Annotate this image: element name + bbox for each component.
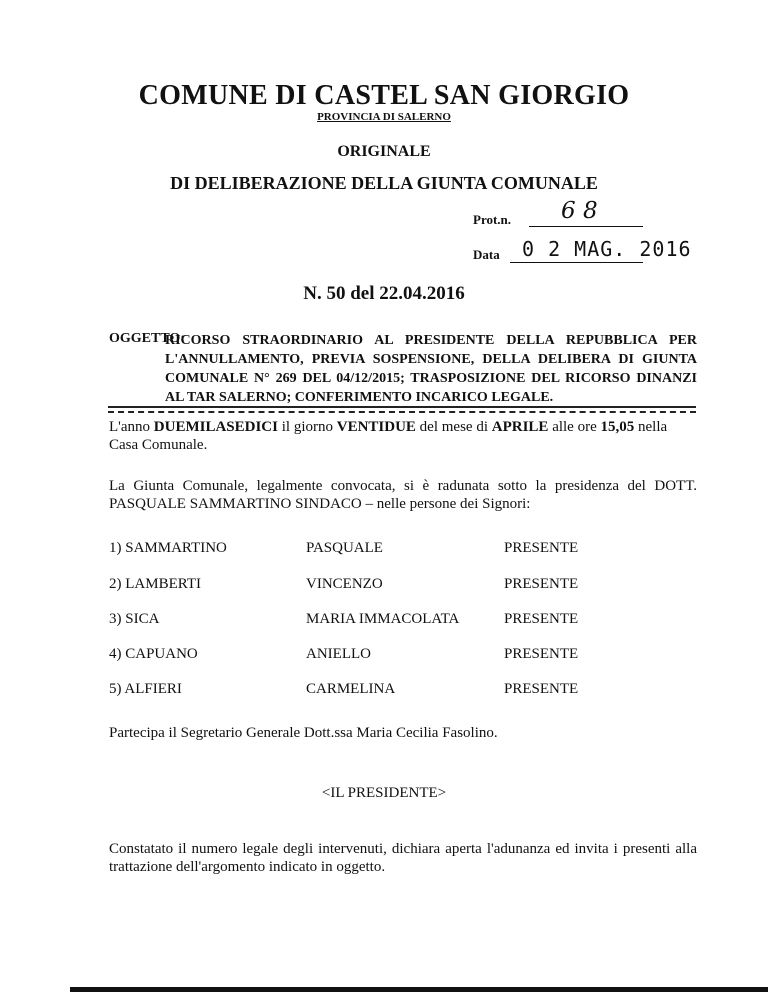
subject-text: RICORSO STRAORDINARIO AL PRESIDENTE DELLA REPUBBLICA PER L'ANNULLAMENTO, PREVIA SOSPENSIONE, DELLA DELIBERA DI GIUNTA COMUNALE N° 269 DEL 04/12/2015; TRASPOSIZIONE DEL RICORSO DINANZI AL TAR SALERNO; CONFERIMENTO INCARICO LEGALE.	[165, 333, 697, 405]
protocol-number-handwritten: 6 8	[561, 198, 598, 224]
president-heading: <IL PRESIDENTE>	[321, 785, 447, 801]
member-surname: 2) LAMBERTI	[109, 576, 202, 592]
intro-text: del mese di	[415, 419, 492, 435]
intro-text: il giorno	[277, 419, 337, 435]
member-status: PRESENTE	[504, 611, 579, 627]
intro-text: alle ore	[548, 419, 601, 435]
member-surname: 3) SICA	[109, 611, 160, 627]
member-status: PRESENTE	[504, 681, 579, 697]
member-surname: 4) CAPUANO	[109, 646, 198, 662]
date-underline	[510, 262, 643, 263]
member-surname: 5) ALFIERI	[109, 681, 182, 697]
member-status: PRESENTE	[504, 646, 579, 662]
subject-label: OGGETTO:	[109, 331, 185, 346]
intro-text: L'anno	[109, 419, 154, 435]
member-name: CARMELINA	[306, 681, 396, 697]
intro-time: 15,05	[600, 419, 635, 435]
original-label: ORIGINALE	[337, 143, 431, 160]
member-name: VINCENZO	[306, 576, 383, 592]
secretary-paragraph: Partecipa il Segretario Generale Dott.ssa Maria Cecilia Fasolino.	[109, 725, 498, 741]
member-name: ANIELLO	[306, 646, 371, 662]
deliberation-number: N. 50 del 22.04.2016	[303, 283, 465, 304]
intro-year: DUEMILASEDICI	[153, 419, 278, 435]
member-name: MARIA IMMACOLATA	[306, 611, 460, 627]
province-subtitle: PROVINCIA DI SALERNO	[317, 111, 451, 123]
separator-line-dashed	[108, 411, 696, 413]
deliberation-heading: DI DELIBERAZIONE DELLA GIUNTA COMUNALE	[170, 173, 598, 193]
member-status: PRESENTE	[504, 576, 579, 592]
member-row	[109, 611, 697, 631]
document-title: COMUNE DI CASTEL SAN GIORGIO	[138, 80, 630, 111]
member-row	[109, 681, 697, 701]
intro-month: APRILE	[491, 419, 549, 435]
meeting-date-paragraph	[109, 418, 697, 454]
separator-line	[108, 406, 696, 408]
member-status: PRESENTE	[504, 540, 579, 556]
member-surname: 1) SAMMARTINO	[109, 540, 227, 556]
member-row	[109, 576, 697, 596]
member-row	[109, 646, 697, 666]
convocation-paragraph: La Giunta Comunale, legalmente convocata, si è radunata sotto la presidenza del DOTT. PASQUALE SAMMARTINO SINDACO – nelle persone dei Signori:	[109, 478, 697, 512]
intro-day: VENTIDUE	[336, 419, 416, 435]
page-bottom-edge	[70, 987, 768, 992]
member-name: PASQUALE	[306, 540, 383, 556]
member-row	[109, 540, 697, 560]
date-label: Data	[473, 247, 500, 262]
intro-text: nella Casa Comunale.	[109, 419, 668, 453]
protocol-label: Prot.n.	[473, 212, 512, 227]
date-stamp: 0 2 MAG. 2016	[522, 237, 692, 261]
protocol-underline	[529, 226, 643, 227]
conclusion-paragraph: Constatato il numero legale degli intervenuti, dichiara aperta l'adunanza ed invita i presenti alla trattazione dell'argomento indicato in oggetto.	[109, 841, 697, 875]
